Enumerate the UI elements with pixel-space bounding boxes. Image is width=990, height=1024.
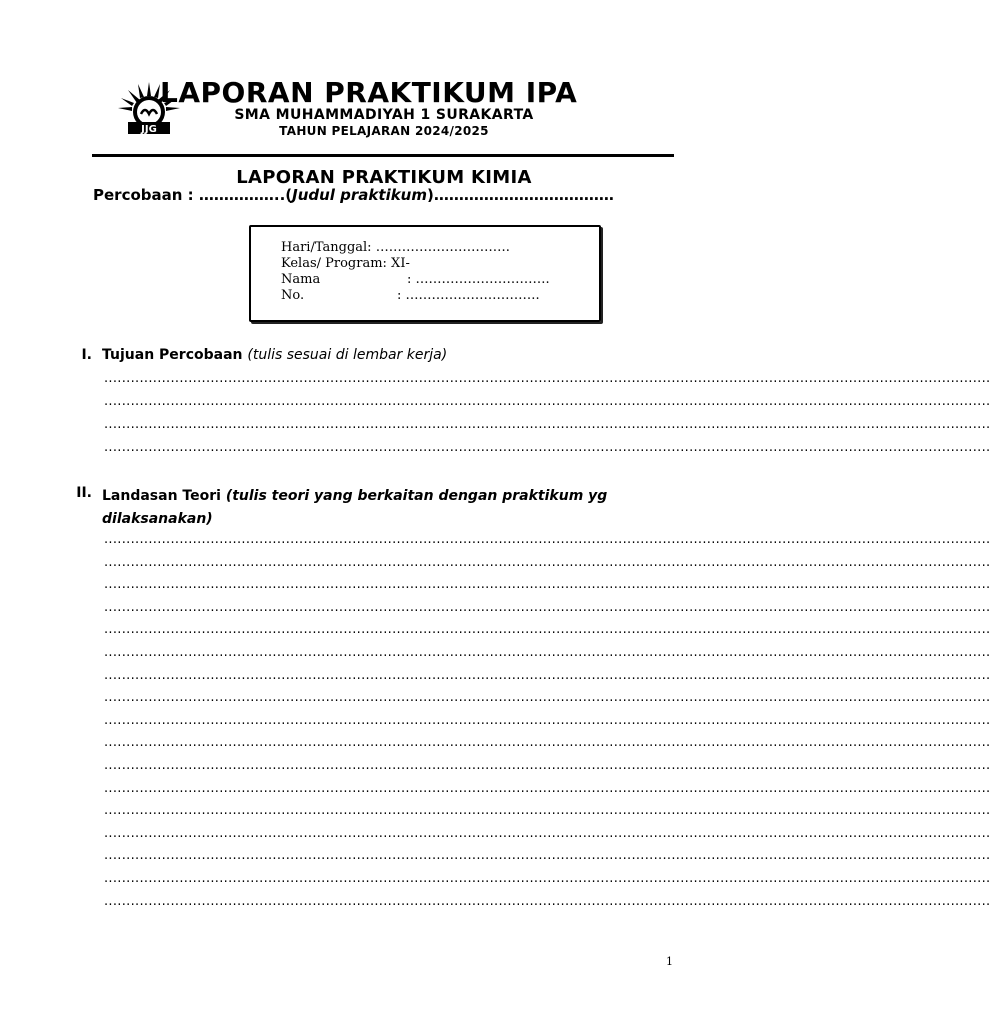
svg-text:JJG: JJG [141,124,157,135]
academic-year-text: TAHUN PELAJARAN 2024/2025 [279,124,489,138]
section-title: Tujuan Percobaan [102,347,243,363]
answer-line: ........................................................................................................................................................................................................ [104,371,990,386]
school-name-text: SMA MUHAMMADIYAH 1 SURAKARTA [234,107,534,123]
answer-line: ........................................................................................................................................................................................................ [104,554,990,570]
section-number: I. [81,347,92,363]
answer-line: ........................................................................................................................................................................................................ [104,780,990,796]
answer-line: ........................................................................................................................................................................................................ [104,417,990,432]
page-number: 1 [666,955,673,968]
answer-line: ........................................................................................................................................................................................................ [104,645,990,660]
hari-tanggal-field: Hari/Tanggal: …………………………. [281,240,510,255]
answer-line: ........................................................................................................................................................................................................ [104,825,990,841]
section-landasan-heading [62,485,702,525]
section-hint: (tulis sesuai di lembar kerja) [247,347,448,363]
percobaan-label: Percobaan : ……………..( [93,186,293,204]
nama-field [281,272,581,288]
answer-line: ........................................................................................................................................................................................................ [104,735,990,751]
report-heading: LAPORAN PRAKTIKUM KIMIA [236,167,532,188]
nama-label: Nama [281,272,321,287]
section-number: II. [76,485,92,501]
percobaan-line [93,186,614,204]
answer-line: ........................................................................................................................................................................................................ [104,599,990,615]
school-name [0,107,768,123]
answer-line: ........................................................................................................................................................................................................ [104,712,990,728]
answer-line: ........................................................................................................................................................................................................ [104,803,990,819]
no-value: : …………………………. [397,288,540,303]
percobaan-tail: )……………………………… [427,186,614,204]
no-label: No. [281,288,305,303]
section-tujuan-heading [62,347,682,367]
no-field [281,288,581,304]
percobaan-hint: Judul praktikum [292,186,427,204]
page-title: LAPORAN PRAKTIKUM IPA [160,76,578,109]
answer-line: ........................................................................................................................................................................................................ [104,848,990,864]
answer-line: ........................................................................................................................................................................................................ [104,532,990,547]
nama-value: : …………………………. [407,272,550,287]
answer-line: ........................................................................................................................................................................................................ [104,893,990,909]
answer-line: ........................................................................................................................................................................................................ [104,440,990,455]
student-info-box [249,225,601,322]
kelas-program-field: Kelas/ Program: XI- [281,256,410,271]
answer-line: ........................................................................................................................................................................................................ [104,577,990,593]
answer-line: ........................................................................................................................................................................................................ [104,622,990,638]
answer-line: ........................................................................................................................................................................................................ [104,394,990,409]
header-divider [92,154,674,157]
answer-line: ........................................................................................................................................................................................................ [104,667,990,683]
answer-line: ........................................................................................................................................................................................................ [104,871,990,886]
section-title: Landasan Teori [102,488,221,504]
academic-year [0,124,768,138]
section-hint: (tulis teori yang berkaitan dengan praktikum yg [225,488,608,504]
answer-line: ........................................................................................................................................................................................................ [104,758,990,773]
answer-line: ........................................................................................................................................................................................................ [104,690,990,706]
section-hint-cont: dilaksanakan) [102,511,213,527]
